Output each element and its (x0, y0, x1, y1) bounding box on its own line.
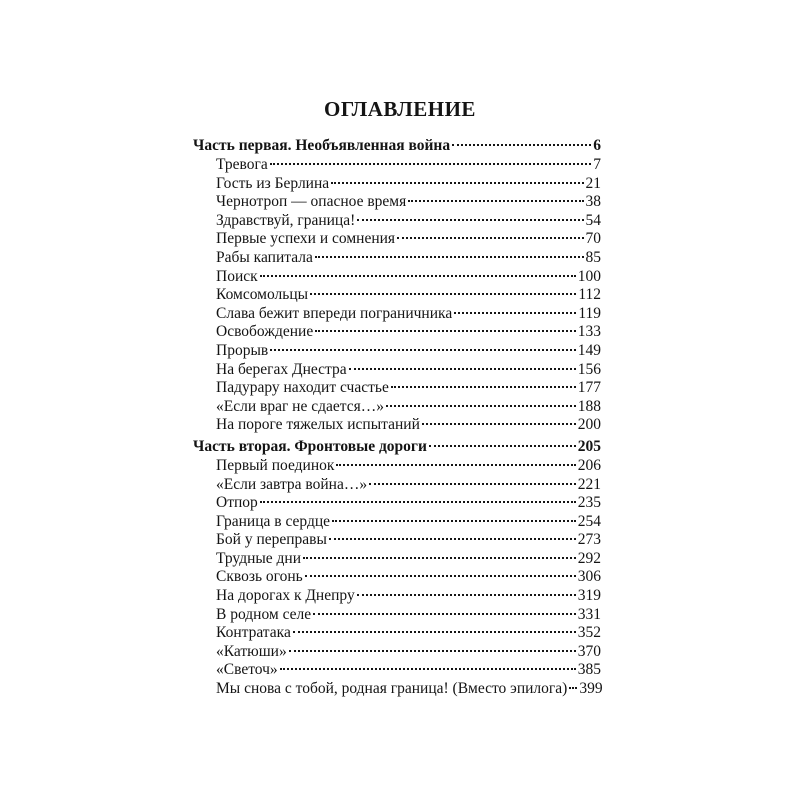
toc-chapter-entry (193, 230, 601, 249)
toc-page-number: 149 (577, 341, 601, 359)
toc-page-number: 399 (579, 680, 603, 698)
toc-chapter-entry (193, 661, 601, 680)
toc-part-heading (193, 136, 601, 156)
toc-chapter-entry (193, 550, 601, 569)
toc-page-number: 292 (577, 549, 601, 567)
toc-page-number: 38 (585, 193, 601, 211)
toc-part-heading (193, 437, 601, 457)
toc-chapter-entry (193, 175, 601, 194)
dot-leader (289, 650, 576, 652)
toc-page-number: 273 (577, 531, 601, 549)
toc-page-number: 54 (585, 211, 601, 229)
toc-chapter-entry (193, 361, 601, 380)
dot-leader (315, 256, 584, 258)
toc-chapter-entry (193, 156, 601, 175)
toc-entry-title: Комсомольцы (216, 286, 309, 304)
toc-page-number: 119 (578, 304, 601, 322)
toc-chapter-entry (193, 286, 601, 305)
dot-leader (369, 483, 576, 485)
dot-leader (349, 368, 576, 370)
toc-entry-title: Трудные дни (216, 549, 302, 567)
dot-leader (260, 501, 576, 503)
toc-chapter-entry (193, 305, 601, 324)
toc-chapter-entry (193, 457, 601, 476)
toc-chapter-entry (193, 193, 601, 212)
toc-page-number: 188 (577, 397, 601, 415)
toc-entry-title: «Светоч» (216, 661, 278, 679)
toc-page-number: 6 (593, 137, 601, 154)
toc-entry-title: Первый поединок (216, 456, 335, 474)
toc-entry-title: В родном селе (216, 605, 312, 623)
toc-page-number: 331 (577, 605, 601, 623)
toc-entry-title: «Катюши» (216, 642, 287, 660)
toc-page-number: 206 (577, 456, 601, 474)
toc-entry-title: Слава бежит впереди пограничника (216, 304, 453, 322)
toc-entry-title: Рабы капитала (216, 248, 313, 266)
toc-chapter-entry (193, 398, 601, 417)
dot-leader (270, 349, 576, 351)
dot-leader (452, 144, 591, 146)
toc-chapter-entry (193, 342, 601, 361)
dot-leader (280, 668, 576, 670)
toc-entry-title: Контратака (216, 624, 291, 642)
dot-leader (408, 200, 583, 202)
toc-chapter-entry (193, 268, 601, 287)
dot-leader (310, 293, 576, 295)
toc-page-number: 100 (577, 267, 601, 285)
toc-chapter-entry (193, 416, 601, 435)
toc-chapter-entry (193, 323, 601, 342)
dot-leader (391, 386, 576, 388)
toc-page-number: 21 (585, 174, 601, 192)
toc-page-number: 385 (577, 661, 601, 679)
toc-chapter-entry (193, 568, 601, 587)
toc-page-number: 133 (577, 323, 601, 341)
toc-chapter-entry (193, 476, 601, 495)
dot-leader (357, 219, 583, 221)
toc-entry-title: «Если завтра война…» (216, 475, 368, 493)
toc-entry-title: Чернотроп — опасное время (216, 193, 407, 211)
toc-page-number: 352 (577, 624, 601, 642)
toc-entry-title: Освобождение (216, 323, 314, 341)
toc-chapter-entry (193, 212, 601, 231)
toc-entry-title: Гость из Берлина (216, 174, 330, 192)
dot-leader (332, 520, 576, 522)
toc-page-number: 112 (578, 286, 601, 304)
toc-page-number: 306 (577, 568, 601, 586)
toc-entry-title: Тревога (216, 156, 268, 173)
toc-chapter-entry (193, 249, 601, 268)
toc-page-number: 200 (577, 416, 601, 434)
toc-entry-title: Бой у переправы (216, 531, 327, 549)
toc-chapter-entry (193, 624, 601, 643)
dot-leader (260, 275, 576, 277)
toc-chapter-entry (193, 379, 601, 398)
toc-entry-title: «Если враг не сдается…» (216, 397, 384, 415)
toc-chapter-entry (193, 531, 601, 550)
dot-leader (357, 594, 576, 596)
toc-entry-title: Часть вторая. Фронтовые дороги (193, 437, 427, 455)
dot-leader (315, 330, 576, 332)
toc-chapter-entry (193, 680, 601, 699)
toc-page-number: 235 (577, 494, 601, 512)
dot-leader (329, 538, 576, 540)
dot-leader (331, 182, 583, 184)
toc-chapter-entry (193, 606, 601, 625)
toc-page-number: 221 (577, 475, 601, 493)
toc-chapter-entry (193, 643, 601, 662)
toc-page-number: 156 (577, 360, 601, 378)
toc-page-number: 254 (577, 512, 601, 530)
dot-leader (270, 163, 592, 165)
dot-leader (429, 445, 576, 447)
toc-entry-title: На берегах Днестра (216, 360, 347, 378)
dot-leader (313, 613, 576, 615)
toc-page-number: 177 (577, 379, 601, 397)
toc-entry-title: Поиск (216, 267, 258, 285)
toc-entry-title: Сквозь огонь (216, 568, 303, 586)
toc-page-number: 70 (585, 230, 601, 248)
toc-entry-title: На пороге тяжелых испытаний (216, 416, 420, 434)
toc-page-number: 205 (577, 437, 601, 455)
toc-chapter-entry (193, 587, 601, 606)
toc-title: ОГЛАВЛЕНИЕ (324, 97, 476, 121)
toc-entry-title: Отпор (216, 494, 258, 512)
toc-page-number: 7 (593, 156, 601, 173)
toc-chapter-entry (193, 494, 601, 513)
dot-leader (397, 237, 583, 239)
toc-entry-title: Часть первая. Необъявленная война (193, 137, 451, 154)
toc-entry-title: Первые успехи и сомнения (216, 230, 396, 248)
toc-chapter-entry (193, 513, 601, 532)
toc-entry-title: На дорогах к Днепру (216, 587, 355, 605)
dot-leader (303, 557, 576, 559)
toc-entry-title: Здравствуй, граница! (216, 211, 356, 229)
dot-leader (569, 687, 577, 689)
dot-leader (422, 423, 576, 425)
toc-entry-title: Прорыв (216, 341, 269, 359)
toc-entry-title: Граница в сердце (216, 512, 331, 530)
dot-leader (454, 312, 576, 314)
dot-leader (336, 464, 575, 466)
toc-page-number: 370 (577, 642, 601, 660)
toc-page-number: 85 (585, 248, 601, 266)
toc-page-number: 319 (577, 587, 601, 605)
toc-entry-title: Падурару находит счастье (216, 379, 389, 397)
dot-leader (293, 631, 576, 633)
dot-leader (386, 405, 576, 407)
dot-leader (305, 575, 576, 577)
table-of-contents (193, 136, 601, 699)
toc-entry-title: Мы снова с тобой, родная граница! (Вместо эпилога) (216, 680, 568, 698)
